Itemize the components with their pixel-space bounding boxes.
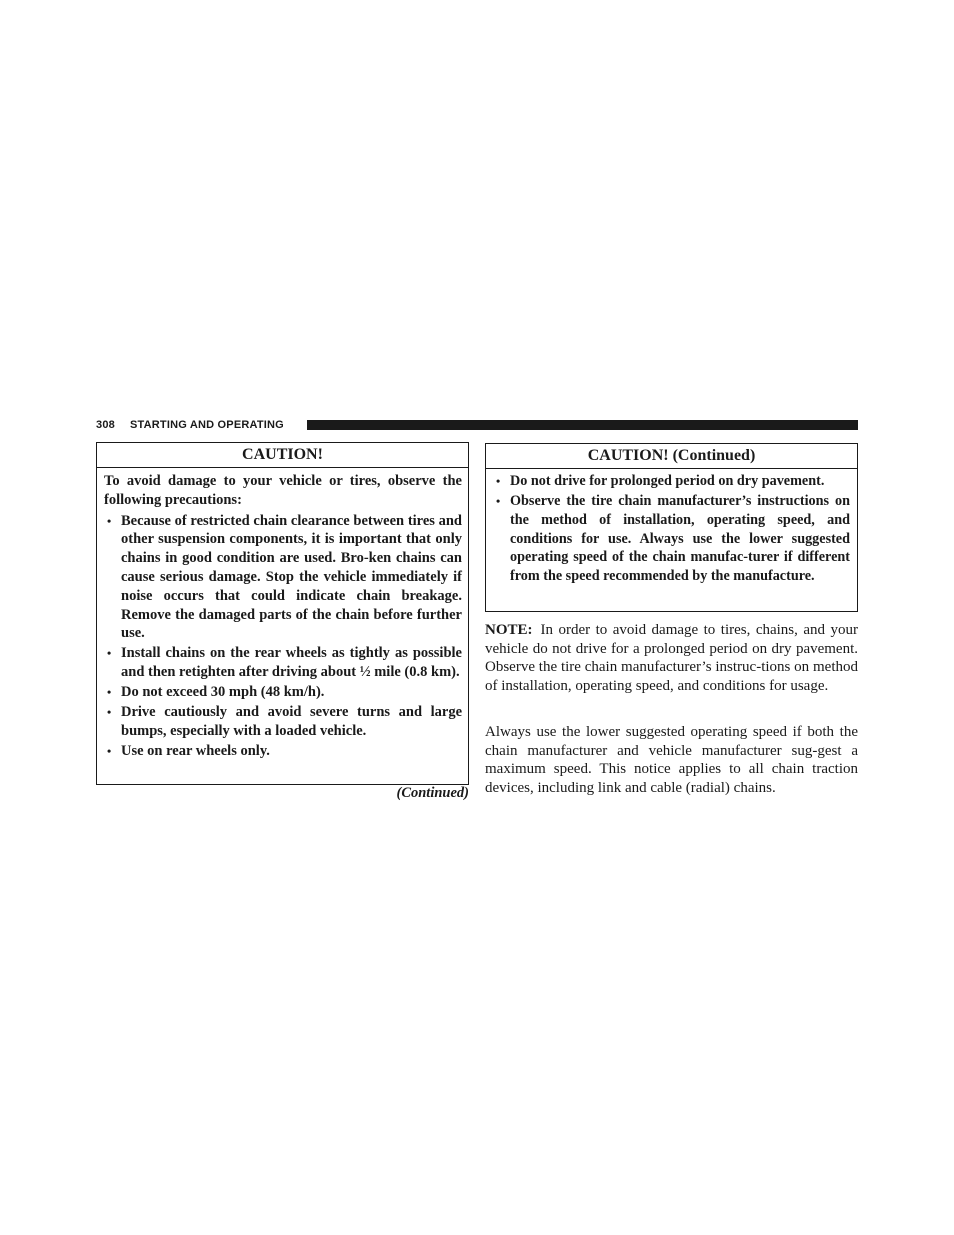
section-title: STARTING AND OPERATING xyxy=(130,419,284,431)
bullet-icon: • xyxy=(107,705,112,720)
bullet-icon: • xyxy=(107,685,112,700)
caution-bullet-item: • Do not drive for prolonged period on dry pavement. xyxy=(496,473,825,489)
page-number: 308 xyxy=(96,419,115,431)
bullet-icon: • xyxy=(107,513,112,528)
bullet-icon: • xyxy=(496,493,501,508)
caution-title: CAUTION! xyxy=(97,443,468,468)
note-text: In order to avoid damage to tires, chains, and your vehicle do not drive for a prolonged period on dry pavement. Observe the tire chain manufacturer’s instruc-tions on method of installation, operating speed, and conditions for usage. xyxy=(485,622,858,695)
caution-bullet-item: • Drive cautiously and avoid severe turns and large bumps, especially with a loaded vehicle. xyxy=(107,704,462,739)
caution-bullet-item: • Because of restricted chain clearance between tires and other suspension components, it is important that only chains in good condition are used. Bro-ken chains can cause serious damage. Stop the vehicle immediately if noise occurs that could indicate chain breakage. Remove the damaged parts of the chain before further use. xyxy=(107,512,462,642)
caution-bullet-item: • Use on rear wheels only. xyxy=(107,742,270,759)
caution-continued-body xyxy=(486,469,857,586)
caution-body xyxy=(97,468,468,761)
caution-continued-box xyxy=(485,443,858,612)
body-paragraph: Always use the lower suggested operating speed if both the chain manufacturer and vehicle manufacturer sug-gest a maximum speed. This notice applies to all chain traction devices, including link and cable (radial) chains. xyxy=(485,724,858,797)
bullet-icon: • xyxy=(107,646,112,661)
bullet-icon: • xyxy=(496,474,501,488)
caution-bullet-item: • Observe the tire chain manufacturer’s instructions on the method of installation, operating speed, and conditions for use. Always use the lower suggested operating speed of the chain manufac-turer if different from the speed recommended by the manufacture. xyxy=(496,492,850,585)
caution-intro: To avoid damage to your vehicle or tires, observe the following precautions: xyxy=(104,473,462,508)
caution-box xyxy=(96,442,469,785)
caution-bullet-item: • Install chains on the rear wheels as tightly as possible and then retighten after driving about ½ mile (0.8 km). xyxy=(107,645,462,681)
caution-continued-title: CAUTION! (Continued) xyxy=(486,444,857,469)
note-label: NOTE: xyxy=(485,622,533,638)
caution-bullet-item: • Do not exceed 30 mph (48 km/h). xyxy=(107,684,325,701)
note-paragraph xyxy=(485,621,858,696)
page-header xyxy=(96,418,858,432)
caution-bullet-list xyxy=(104,512,462,761)
caution-continued-bullet-list xyxy=(493,472,850,586)
continued-label: (Continued) xyxy=(396,785,469,801)
header-rule-bar xyxy=(307,420,858,430)
bullet-icon: • xyxy=(107,743,112,758)
